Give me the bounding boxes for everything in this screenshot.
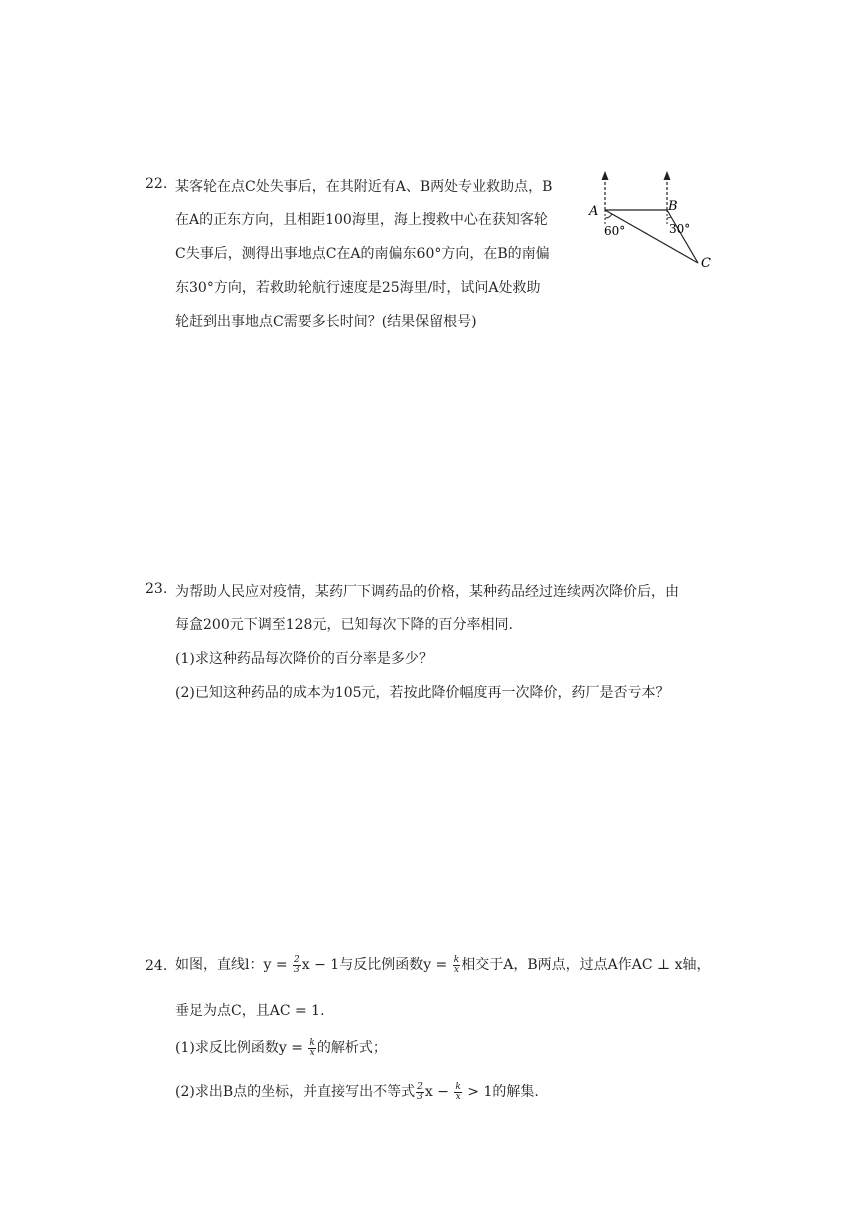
fraction-k-over-x <box>453 956 460 975</box>
q23-line-3: (1)求这种药品每次降价的百分率是多少？ <box>175 651 433 667</box>
label-a: A <box>589 204 599 219</box>
frac-denominator: x <box>455 1091 461 1102</box>
q24-l3-a: (1)求反比例函数y = <box>175 1040 308 1056</box>
q24-line-1 <box>175 954 711 975</box>
angle-arc-b <box>667 217 671 218</box>
q24-l3-b: 的解析式； <box>316 1040 387 1056</box>
q24-number: 24. <box>145 958 168 974</box>
frac-numerator: 2 <box>417 1081 423 1092</box>
label-b: B <box>668 199 678 214</box>
fraction-two-thirds <box>416 1083 424 1102</box>
frac-numerator: k <box>309 1037 315 1048</box>
q24-line-4 <box>175 1081 539 1102</box>
label-c: C <box>701 256 711 271</box>
q24-l4-c: > 1的解集. <box>462 1084 539 1100</box>
q24-line-2: 垂足为点C，且AC = 1. <box>175 1003 325 1019</box>
frac-denominator: x <box>309 1047 315 1058</box>
fraction-k-over-x <box>454 1083 461 1102</box>
q22-line-5: 轮赶到出事地点C需要多长时间？(结果保留根号) <box>175 314 477 330</box>
frac-numerator: 2 <box>294 954 300 965</box>
frac-denominator: 3 <box>417 1091 423 1102</box>
frac-numerator: k <box>455 1081 461 1092</box>
q23-number: 23. <box>145 581 168 597</box>
q24-line-3 <box>175 1037 387 1058</box>
segment-bc <box>667 210 698 263</box>
q22-number: 22. <box>145 176 168 192</box>
q22-line-3: C失事后，测得出事地点C在A的南偏东60°方向，在B的南偏 <box>175 246 550 262</box>
arrowhead-b <box>664 171 671 180</box>
q23-line-2: 每盒200元下调至128元，已知每次下降的百分率相同. <box>175 617 513 633</box>
q23-line-1: 为帮助人民应对疫情，某药厂下调药品的价格，某种药品经过连续两次降价后，由 <box>175 584 679 600</box>
q22-line-1: 某客轮在点C处失事后，在其附近有A、B两处专业救助点，B <box>175 179 553 195</box>
q22-line-2: 在A的正东方向，且相距100海里，海上搜救中心在获知客轮 <box>175 212 548 228</box>
q22-line-4: 东30°方向，若救助轮航行速度是25海里/时，试问A处救助 <box>175 280 541 296</box>
fraction-k-over-x <box>308 1039 315 1058</box>
q22-figure <box>585 168 720 273</box>
frac-numerator: k <box>453 954 460 965</box>
angle-arc-a <box>605 214 612 218</box>
q23-line-4: (2)已知这种药品的成本为105元，若按此降价幅度再一次降价，药厂是否亏本？ <box>175 685 670 701</box>
q24-l1-c: 相交于A，B两点，过点A作AC ⊥ x轴， <box>461 957 711 973</box>
label-angle-a: 60° <box>604 224 626 238</box>
q24-l4-a: (2)求出B点的坐标，并直接写出不等式 <box>175 1084 416 1100</box>
frac-denominator: x <box>453 964 460 975</box>
q24-l1-a: 如图，直线l：y = <box>175 957 293 973</box>
arrowhead-a <box>602 171 609 180</box>
frac-denominator: 3 <box>294 964 300 975</box>
label-angle-b: 30° <box>669 222 691 236</box>
fraction-two-thirds <box>293 956 301 975</box>
q24-l1-b: x − 1与反比例函数y = <box>301 957 452 973</box>
q24-l4-b: x − <box>424 1084 454 1100</box>
